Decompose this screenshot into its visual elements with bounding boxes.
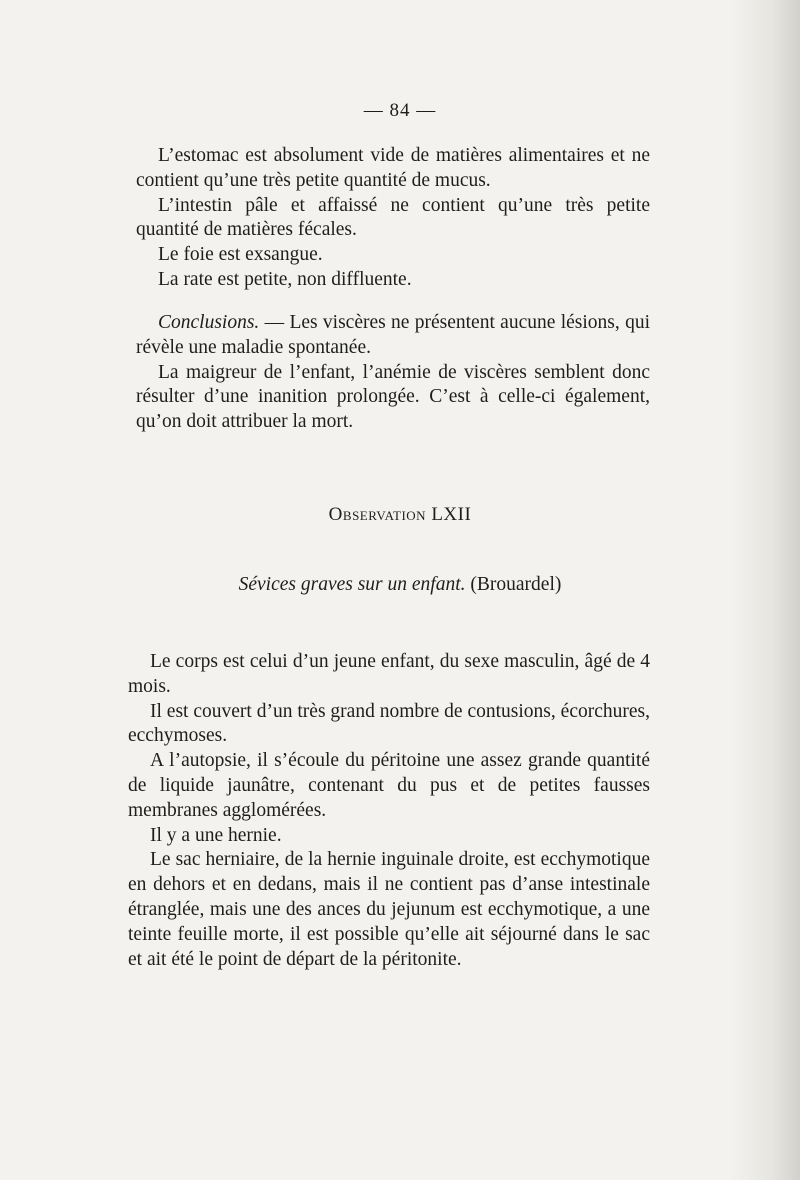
autopsy-findings: [136, 144, 650, 293]
conclusions-section: [136, 311, 650, 435]
page-number: — 84 —: [363, 100, 437, 121]
paragraph-autopsy-peritoneum: A l’autopsie, il s’écoule du péritoine une assez grande quantité de liquide jaunâtre, contenant du pus et de petites fausses membranes agglomérées.: [128, 750, 650, 821]
paragraph-liver: Le foie est exsangue.: [158, 244, 323, 266]
paragraph-contusions: Il est couvert d’un très grand nombre de contusions, écorchures, ecchymoses.: [128, 700, 650, 747]
paragraph-stomach: L’estomac est absolument vide de matières alimentaires et ne contient qu’une très petite quantité de mucus.: [136, 145, 650, 191]
paragraph-hernia: Il y a une hernie.: [150, 824, 282, 846]
paragraph-intestine: L’intestin pâle et affaissé ne contient qu’une très petite quantité de matières fécales.: [136, 194, 650, 241]
paragraph-cause-of-death: La maigreur de l’enfant, l’anémie de viscères semblent donc résulter d’une inanition prolongée. C’est à celle-ci également, qu’on doit attribuer la mort.: [136, 361, 650, 433]
observation-subtitle: [0, 574, 800, 596]
conclusions-text: — Les viscères ne présentent aucune lésions, qui révèle une maladie spontanée.: [136, 312, 650, 358]
subtitle-italic: Sévices graves sur un enfant.: [238, 574, 466, 595]
observation-title: Observation LXII: [328, 504, 472, 525]
subtitle-author: (Brouardel): [465, 574, 562, 595]
observation-body: [128, 650, 650, 972]
paragraph-spleen: La rate est petite, non diffluente.: [158, 268, 412, 290]
paragraph-body-description: Le corps est celui d’un jeune enfant, du sexe masculin, âgé de 4 mois.: [128, 651, 650, 697]
paragraph-hernial-sac: Le sac herniaire, de la hernie inguinale droite, est ecchymotique en dehors et en dedans, mais il ne contient pas d’anse intestinale étranglée, mais une des ances du jejunum est ecchymotique, a une teinte feuille morte, il est possible qu’elle ait séjourné dans le sac et ait été le point de départ de la péritonite.: [128, 849, 650, 970]
paragraph-conclusions: [136, 311, 650, 361]
conclusions-label: Conclusions.: [158, 312, 260, 333]
